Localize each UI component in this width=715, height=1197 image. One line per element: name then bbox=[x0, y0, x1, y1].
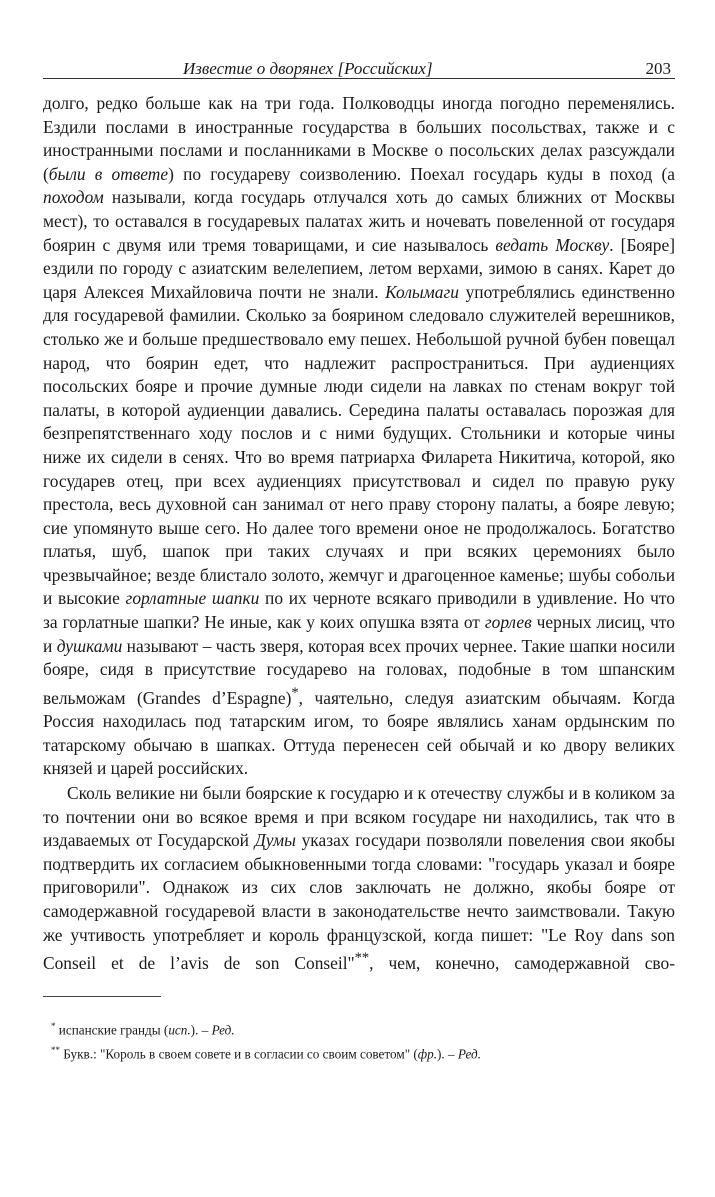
running-head bbox=[43, 56, 675, 79]
text-run: указах государи позволяли повеления свои якобы подтвердить их согласием обыкновенными тогда словами: "государь указал и бояре приговорили". Однакож из сих слов заключать не должно, якобы бояре от самодержавной государевой власти в законодательстве нечто заимствовали. Такую же учтивость употребляет и король французской, когда пишет: "Le Roy dans son Conseil et de l’avis de son Conseil" bbox=[43, 830, 675, 973]
footnote-editor: Ред. bbox=[211, 1021, 235, 1037]
text-run: Сколь великие ни были боярские к государю и к отечеству службы и в коликом за то почтении они во всякое время и при всяком государе ни находились, так что в издаваемых от Государской bbox=[43, 783, 675, 851]
text-run: , чем, конечно, самодержавной сво- bbox=[369, 952, 675, 973]
page bbox=[43, 56, 675, 1064]
italic-run: душками bbox=[56, 635, 123, 656]
footnotes bbox=[43, 1016, 675, 1065]
footnote-ref-2[interactable]: ** bbox=[354, 950, 370, 967]
italic-run: горлатные шапки bbox=[125, 588, 260, 609]
italic-run: были в ответе bbox=[48, 163, 169, 184]
footnote-ref-1[interactable]: * bbox=[291, 684, 299, 701]
footnote-text: ). – bbox=[437, 1046, 458, 1062]
footnote-lang: фр. bbox=[417, 1046, 438, 1062]
paragraph-2 bbox=[43, 782, 675, 976]
text-run: . [Бояре] ездили по городу с азиатским велелепием, летом верхами, зимою в санях. Карет до царя Алексея Михайловича почти не знали. bbox=[43, 234, 675, 302]
text-run: употреблялись единственно для государевой фамилии. Сколько за боярином следовало служителей верешников, столько же и больше предшествовало ему пешех. Небольшой ручной бубен повещал народ, что боярин едет, что надлежит распространиться. При аудиенциях посольских бояре и прочие думные люди сидели на лавках по стенам вокруг той палаты, в которой аудиенции давались. Середина палаты оставалась порозжая для безпрепятственнаго ходу послов и с ними будущих. Стольники и которые чины ниже их сидели в сенях. Что во время патриарха Филарета Никитича, которой, яко государев отец, при всех аудиенциях присутствовал и сидел по правую руку престола, весь духовной сан занимал от него праву сторону палаты, а бояре левую; сие упомянуто выше сего. Но далее того времени оное не продолжалось. Богатство платья, шуб, шапок при таких случаях и при всяких церемониях было чрезвычайное; везде блистало золото, жемчуг и драгоценное каменье; шубы собольи и высокие bbox=[43, 281, 675, 609]
footnote-2 bbox=[43, 1040, 675, 1064]
footnote-text: испанские гранды ( bbox=[55, 1021, 169, 1037]
italic-run: Думы bbox=[254, 830, 296, 851]
text-run: черных лисиц, что и bbox=[43, 612, 675, 656]
text-run: называли, когда государь отлучался хоть до самых ближних от Москвы мест), то оставался в государевых палатах жить и ночевать повеленной от государя боярин с двумя или тремя товарищами, и сие называлось bbox=[43, 187, 675, 255]
paragraph-1 bbox=[43, 92, 675, 781]
footnote-text: Букв.: "Король в своем совете и в согласии со своим советом" ( bbox=[60, 1046, 418, 1062]
footnote-editor: Ред. bbox=[457, 1046, 481, 1062]
footnote-mark: ** bbox=[51, 1044, 60, 1055]
italic-run: ведать Москву bbox=[495, 234, 610, 255]
footnote-1 bbox=[43, 1016, 675, 1040]
footnote-lang: исп. bbox=[168, 1021, 191, 1037]
footnote-mark: * bbox=[51, 1020, 56, 1031]
body-text bbox=[43, 92, 675, 976]
italic-run: горлев bbox=[484, 612, 532, 633]
text-run: ) по государеву соизволению. Поехал государь куды в поход (а bbox=[168, 163, 675, 184]
running-title: Известие о дворянех [Российских] bbox=[183, 59, 433, 78]
footnote-divider bbox=[43, 996, 161, 997]
text-run: , чаятельно, следуя азиатским обычаям. Когда Россия находилась под татарским игом, то бояре являлись ханам ордынским по татарскому обычаю в шапках. Оттуда перенесен сей обычай и ко двору великих князей и царей российских. bbox=[43, 687, 675, 779]
text-run: по их черноте всякаго приводили в удивление. Но что за горлатные шапки? Не иные, как у коих опушка взята от bbox=[43, 588, 675, 633]
text-run: называют – часть зверя, которая всех прочих чернее. Такие шапки носили бояре, сидя в присутствие государево на головах, подобные в том шпанским вельможам (Grandes d’Espagne) bbox=[43, 635, 675, 708]
italic-run: Колымаги bbox=[385, 281, 459, 302]
italic-run: походом bbox=[43, 187, 104, 208]
page-number: 203 bbox=[645, 59, 671, 78]
footnote-text: ). – bbox=[190, 1021, 212, 1037]
text-run: долго, редко больше как на три года. Полководцы иногда погодно переменялись. Ездили послами в иностранные государства в больших посольствах, также и с иностранными послами и посланниками в Москве о посольских делах разсуждали ( bbox=[43, 93, 675, 184]
